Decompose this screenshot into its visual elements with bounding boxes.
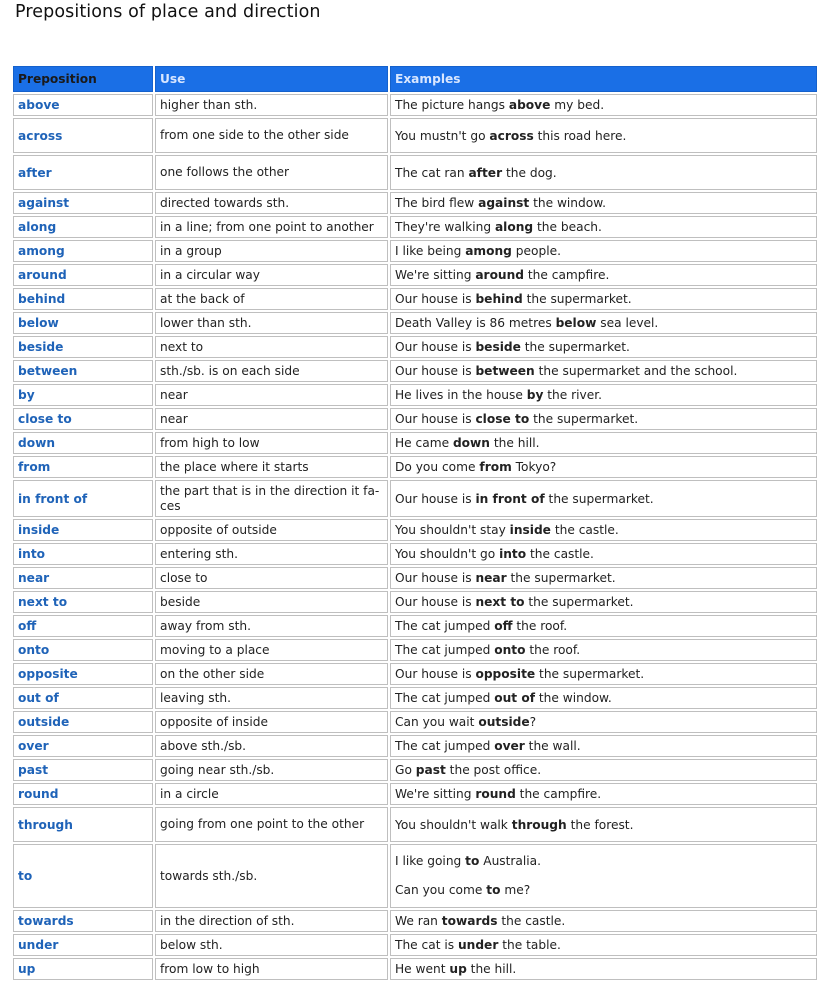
example-sentence — [395, 691, 612, 705]
preposition-cell: between — [13, 360, 153, 382]
table-header-row — [13, 66, 817, 92]
table-row — [13, 567, 817, 589]
table-row — [13, 591, 817, 613]
use-cell: below sth. — [155, 934, 388, 956]
example-keyword: from — [479, 460, 512, 474]
example-cell — [390, 408, 817, 430]
example-cell — [390, 934, 817, 956]
example-cell — [390, 360, 817, 382]
example-sentence — [395, 196, 606, 210]
example-text: Our house is — [395, 340, 476, 354]
table-row — [13, 118, 817, 153]
example-cell — [390, 783, 817, 805]
example-sentence — [395, 292, 632, 306]
example-text: The cat jumped — [395, 739, 495, 753]
example-text: Our house is — [395, 412, 476, 426]
example-text: The cat is — [395, 938, 458, 952]
table-row — [13, 519, 817, 541]
preposition-cell: to — [13, 844, 153, 908]
table-row — [13, 783, 817, 805]
header-preposition[interactable]: Preposition — [13, 66, 153, 92]
example-text: the roof. — [512, 619, 568, 633]
table-row — [13, 615, 817, 637]
example-sentence — [395, 643, 580, 657]
example-cell — [390, 958, 817, 980]
use-cell: directed towards sth. — [155, 192, 388, 214]
use-cell: the part that is in the direction it fa-ces — [155, 480, 388, 517]
example-text: Death Valley is 86 metres — [395, 316, 556, 330]
use-cell: higher than sth. — [155, 94, 388, 116]
example-sentence — [395, 818, 633, 832]
example-keyword: towards — [441, 914, 498, 928]
table-row — [13, 934, 817, 956]
example-cell — [390, 118, 817, 153]
header-examples[interactable]: Examples — [390, 66, 817, 92]
example-keyword: under — [457, 938, 499, 952]
example-sentence — [395, 388, 602, 402]
example-cell — [390, 591, 817, 613]
use-cell: from one side to the other side — [155, 118, 388, 153]
example-cell — [390, 567, 817, 589]
table-row — [13, 958, 817, 980]
example-sentence — [395, 876, 812, 905]
example-text: the supermarket. — [520, 340, 630, 354]
use-cell: the place where it starts — [155, 456, 388, 478]
table-row — [13, 264, 817, 286]
example-text: people. — [511, 244, 561, 258]
preposition-cell: past — [13, 759, 153, 781]
example-text: the supermarket. — [544, 491, 654, 506]
example-sentence — [395, 316, 658, 330]
example-sentence — [395, 763, 541, 777]
use-cell: opposite of inside — [155, 711, 388, 733]
example-keyword: below — [555, 316, 597, 330]
example-sentence — [395, 268, 609, 282]
table-row — [13, 456, 817, 478]
use-cell: leaving sth. — [155, 687, 388, 709]
preposition-cell: under — [13, 934, 153, 956]
table-row — [13, 240, 817, 262]
use-cell: going near sth./sb. — [155, 759, 388, 781]
example-text: sea level. — [596, 316, 659, 330]
table-row — [13, 663, 817, 685]
example-sentence — [395, 220, 602, 234]
preposition-cell: from — [13, 456, 153, 478]
example-cell — [390, 456, 817, 478]
example-text: the window. — [529, 196, 606, 210]
example-sentence — [395, 129, 626, 143]
table-row — [13, 844, 817, 908]
example-keyword: outside — [478, 715, 530, 729]
use-cell: away from sth. — [155, 615, 388, 637]
example-text: the beach. — [533, 220, 602, 234]
table-row — [13, 639, 817, 661]
example-keyword: between — [475, 364, 535, 378]
preposition-cell: after — [13, 155, 153, 190]
example-keyword: past — [415, 763, 446, 777]
example-cell — [390, 615, 817, 637]
example-sentence — [395, 523, 619, 537]
example-text: The cat jumped — [395, 619, 495, 633]
example-sentence — [395, 571, 616, 585]
use-cell: beside — [155, 591, 388, 613]
example-cell — [390, 240, 817, 262]
example-text: We're sitting — [395, 787, 476, 801]
preposition-cell: inside — [13, 519, 153, 541]
example-text: I like being — [395, 244, 466, 258]
table-row — [13, 711, 817, 733]
example-text: the river. — [543, 388, 603, 402]
example-sentence — [395, 619, 567, 633]
table-row — [13, 735, 817, 757]
preposition-cell: above — [13, 94, 153, 116]
table-row — [13, 192, 817, 214]
example-cell — [390, 663, 817, 685]
example-text: the castle. — [550, 523, 619, 537]
example-keyword: next to — [475, 595, 525, 609]
use-cell: at the back of — [155, 288, 388, 310]
use-cell: above sth./sb. — [155, 735, 388, 757]
example-text: Our house is — [395, 292, 476, 306]
use-cell: from high to low — [155, 432, 388, 454]
preposition-cell: off — [13, 615, 153, 637]
example-text: Do you come — [395, 460, 480, 474]
example-keyword: round — [475, 787, 516, 801]
example-keyword: onto — [494, 643, 526, 657]
example-text: the dog. — [502, 165, 557, 180]
table-row — [13, 687, 817, 709]
example-text: Our house is — [395, 364, 476, 378]
table-row — [13, 759, 817, 781]
example-text: the supermarket. — [522, 292, 632, 306]
table-row — [13, 312, 817, 334]
preposition-cell: round — [13, 783, 153, 805]
table-row — [13, 336, 817, 358]
table-body — [13, 94, 817, 980]
preposition-cell: onto — [13, 639, 153, 661]
example-cell — [390, 519, 817, 541]
example-cell — [390, 312, 817, 334]
example-cell — [390, 735, 817, 757]
example-text: We ran — [395, 914, 442, 928]
example-keyword: across — [489, 128, 534, 143]
example-text: the supermarket. — [524, 595, 634, 609]
use-cell: in a circle — [155, 783, 388, 805]
table-row — [13, 384, 817, 406]
preposition-cell: among — [13, 240, 153, 262]
example-cell — [390, 807, 817, 842]
example-keyword: off — [494, 619, 513, 633]
example-text: the supermarket. — [506, 571, 616, 585]
example-keyword: down — [452, 436, 490, 450]
use-cell: from low to high — [155, 958, 388, 980]
use-cell: in a group — [155, 240, 388, 262]
example-text: the campfire. — [515, 787, 602, 801]
example-sentence — [395, 98, 604, 112]
example-text: the window. — [535, 691, 612, 705]
example-text: the table. — [498, 938, 561, 952]
example-sentence — [395, 340, 630, 354]
example-keyword: along — [494, 220, 534, 234]
example-text: the castle. — [497, 914, 566, 928]
use-cell: near — [155, 384, 388, 406]
use-cell: close to — [155, 567, 388, 589]
example-text: The cat ran — [395, 165, 469, 180]
example-keyword: behind — [475, 292, 523, 306]
use-cell: towards sth./sb. — [155, 844, 388, 908]
example-text: the castle. — [526, 547, 594, 561]
use-cell: near — [155, 408, 388, 430]
example-sentence — [395, 547, 594, 561]
example-sentence — [395, 412, 638, 426]
example-sentence — [395, 460, 556, 474]
example-text: You shouldn't stay — [395, 523, 510, 537]
use-cell: lower than sth. — [155, 312, 388, 334]
example-text: The cat jumped — [395, 643, 495, 657]
table-row — [13, 360, 817, 382]
example-text: the campfire. — [524, 268, 610, 282]
example-text: the hill. — [490, 436, 540, 450]
example-text: me? — [500, 883, 531, 897]
example-text: the roof. — [525, 643, 581, 657]
table-row — [13, 288, 817, 310]
example-text: The cat jumped — [395, 691, 495, 705]
example-keyword: inside — [509, 523, 551, 537]
example-cell — [390, 384, 817, 406]
example-text: Australia. — [479, 854, 542, 868]
preposition-cell: behind — [13, 288, 153, 310]
example-cell — [390, 687, 817, 709]
example-text: We're sitting — [395, 268, 476, 282]
example-text: He went — [395, 962, 450, 976]
example-text: He came — [395, 436, 453, 450]
example-cell — [390, 432, 817, 454]
table-row — [13, 408, 817, 430]
example-text: the post office. — [445, 763, 542, 777]
example-keyword: among — [465, 244, 512, 258]
example-cell — [390, 639, 817, 661]
example-keyword: near — [475, 571, 507, 585]
example-keyword: around — [475, 268, 525, 282]
example-cell — [390, 192, 817, 214]
example-cell — [390, 844, 817, 908]
page-title: Prepositions of place and direction — [15, 2, 321, 22]
preposition-cell: up — [13, 958, 153, 980]
example-keyword: out of — [494, 691, 535, 705]
example-text: Our house is — [395, 491, 476, 506]
example-sentence — [395, 715, 536, 729]
example-keyword: through — [511, 817, 567, 832]
header-use[interactable]: Use — [155, 66, 388, 92]
example-text: my bed. — [550, 98, 605, 112]
example-text: You shouldn't go — [395, 547, 500, 561]
preposition-cell: out of — [13, 687, 153, 709]
example-keyword: in front of — [475, 491, 545, 506]
example-text: the supermarket. — [529, 412, 639, 426]
use-cell: in a circular way — [155, 264, 388, 286]
example-sentence — [395, 436, 540, 450]
use-cell: moving to a place — [155, 639, 388, 661]
example-text: the hill. — [466, 962, 517, 976]
example-text: the supermarket and the school. — [534, 364, 738, 378]
prepositions-table — [11, 64, 819, 982]
example-text: Our house is — [395, 595, 476, 609]
use-cell: in a line; from one point to another — [155, 216, 388, 238]
preposition-cell: along — [13, 216, 153, 238]
example-text: The picture hangs — [395, 98, 509, 112]
example-keyword: up — [449, 962, 467, 976]
use-cell: entering sth. — [155, 543, 388, 565]
preposition-cell: down — [13, 432, 153, 454]
table-row — [13, 480, 817, 517]
preposition-cell: beside — [13, 336, 153, 358]
example-text: You shouldn't walk — [395, 817, 512, 832]
use-cell: opposite of outside — [155, 519, 388, 541]
example-cell — [390, 216, 817, 238]
example-text: Our house is — [395, 571, 476, 585]
example-keyword: to — [486, 883, 501, 897]
example-sentence — [395, 595, 634, 609]
example-sentence — [395, 739, 581, 753]
example-sentence — [395, 962, 516, 976]
example-cell — [390, 155, 817, 190]
example-cell — [390, 264, 817, 286]
example-sentence — [395, 914, 565, 928]
example-text: Go — [395, 763, 416, 777]
preposition-cell: by — [13, 384, 153, 406]
preposition-cell: over — [13, 735, 153, 757]
table-row — [13, 543, 817, 565]
preposition-cell: across — [13, 118, 153, 153]
example-keyword: close to — [475, 412, 530, 426]
example-keyword: after — [468, 165, 503, 180]
example-keyword: opposite — [475, 667, 536, 681]
preposition-cell: towards — [13, 910, 153, 932]
use-cell: in the direction of sth. — [155, 910, 388, 932]
preposition-cell: against — [13, 192, 153, 214]
preposition-cell: around — [13, 264, 153, 286]
table-row — [13, 432, 817, 454]
example-sentence — [395, 787, 601, 801]
preposition-cell: close to — [13, 408, 153, 430]
use-cell: sth./sb. is on each side — [155, 360, 388, 382]
example-sentence — [395, 492, 654, 506]
example-keyword: over — [494, 739, 525, 753]
table-row — [13, 910, 817, 932]
example-keyword: to — [465, 854, 480, 868]
example-keyword: against — [478, 196, 530, 210]
example-cell — [390, 288, 817, 310]
preposition-cell: near — [13, 567, 153, 589]
table-row — [13, 94, 817, 116]
example-text: the wall. — [524, 739, 581, 753]
example-keyword: into — [499, 547, 527, 561]
example-text: the forest. — [566, 817, 634, 832]
preposition-cell: outside — [13, 711, 153, 733]
table-row — [13, 155, 817, 190]
preposition-cell: in front of — [13, 480, 153, 517]
table-row — [13, 807, 817, 842]
example-cell — [390, 336, 817, 358]
use-cell: one follows the other — [155, 155, 388, 190]
example-text: I like going — [395, 854, 466, 868]
example-keyword: above — [508, 98, 551, 112]
preposition-cell: below — [13, 312, 153, 334]
example-cell — [390, 910, 817, 932]
example-text: They're walking — [395, 220, 495, 234]
preposition-cell: opposite — [13, 663, 153, 685]
example-cell — [390, 543, 817, 565]
example-text: The bird flew — [395, 196, 479, 210]
preposition-cell: into — [13, 543, 153, 565]
example-sentence — [395, 938, 561, 952]
example-sentence — [395, 667, 644, 681]
example-text: Can you come — [395, 883, 487, 897]
preposition-cell: next to — [13, 591, 153, 613]
example-keyword: by — [526, 388, 544, 402]
example-text: this road here. — [533, 128, 627, 143]
example-text: Our house is — [395, 667, 476, 681]
use-cell: on the other side — [155, 663, 388, 685]
example-cell — [390, 480, 817, 517]
example-text: ? — [529, 715, 537, 729]
example-text: He lives in the house — [395, 388, 527, 402]
table-row — [13, 216, 817, 238]
example-sentence — [395, 847, 812, 876]
example-text: Can you wait — [395, 715, 479, 729]
preposition-cell: through — [13, 807, 153, 842]
example-text: You mustn't go — [395, 128, 490, 143]
example-cell — [390, 94, 817, 116]
example-sentence — [395, 166, 557, 180]
example-sentence — [395, 364, 737, 378]
example-text: the supermarket. — [535, 667, 645, 681]
use-cell: going from one point to the other — [155, 807, 388, 842]
example-cell — [390, 711, 817, 733]
example-cell — [390, 759, 817, 781]
use-cell: next to — [155, 336, 388, 358]
example-keyword: beside — [475, 340, 521, 354]
example-sentence — [395, 244, 561, 258]
example-text: Tokyo? — [511, 460, 557, 474]
